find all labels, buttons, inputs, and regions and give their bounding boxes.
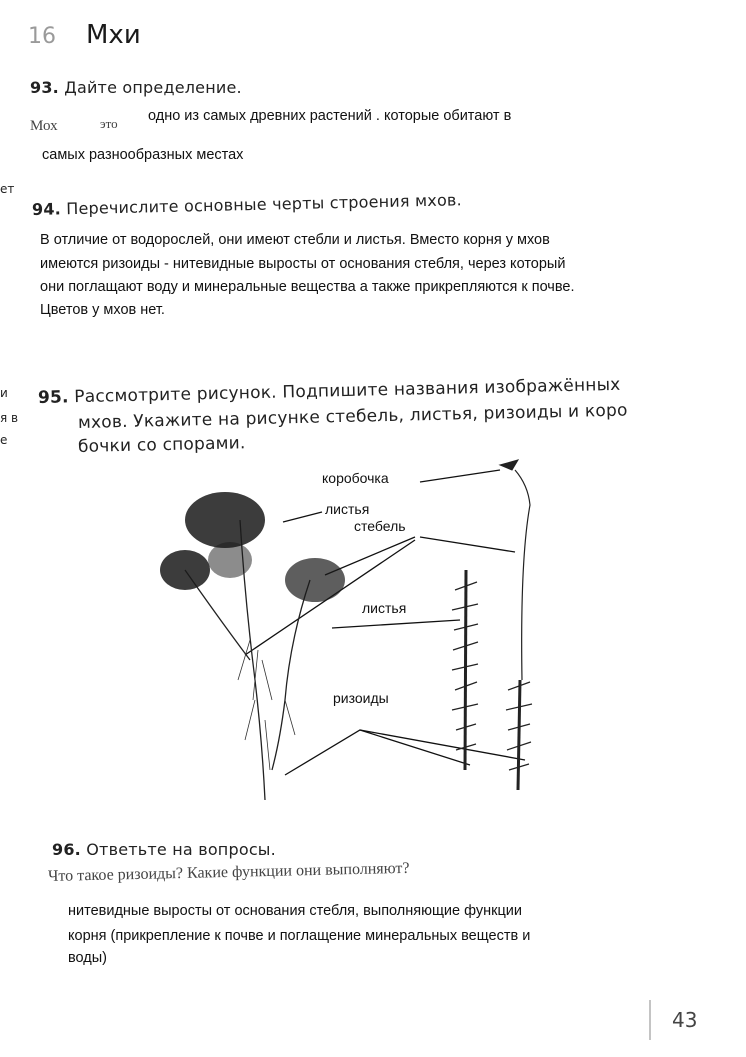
answer-line[interactable]: корня (прикрепление к почве и поглащение минеральных веществ и <box>68 928 531 944</box>
chapter-title: Мхи <box>86 20 141 50</box>
leader-lines <box>245 470 525 775</box>
task-prompt: Дайте определение. <box>64 78 242 97</box>
task-prompt-line: Рассмотрите рисунок. Подпишите названия изображённых <box>74 374 621 408</box>
rhizoid-strands <box>238 640 295 770</box>
answer-line[interactable]: нитевидные выросты от основания стебля, выполняющие функции <box>68 903 522 919</box>
definition-answer-line-2[interactable]: самых разнообразных местах <box>42 147 244 163</box>
question: Что такое ризоиды? Какие функции они выполняют? <box>47 859 410 885</box>
task-number: 94. <box>31 199 62 219</box>
answer-line[interactable]: В отличие от водорослей, они имеют стебли и листья. Вместо корня у мхов <box>40 232 550 248</box>
definition-term: Мох <box>30 118 58 134</box>
label-stem: стебель <box>354 518 406 534</box>
margin-fragment: ет <box>0 182 15 196</box>
page-number: 43 <box>672 1008 698 1032</box>
task-96-heading <box>52 840 276 859</box>
margin-fragment: и <box>0 386 8 400</box>
label-leaves-top: листья <box>325 501 370 517</box>
task-prompt-line: мхов. Укажите на рисунке стебель, листья, ризоиды и коро <box>77 400 628 433</box>
answer-line[interactable]: Цветов у мхов нет. <box>40 302 165 318</box>
label-capsule: коробочка <box>322 470 389 486</box>
answer-line[interactable]: они поглащают воду и минеральные вещества а также прикрепляются к почве. <box>40 279 575 295</box>
task-prompt: Перечислите основные черты строения мхов. <box>66 190 463 219</box>
answer-line[interactable]: имеются ризоиды - нитевидные выросты от основания стебля, через который <box>40 256 566 272</box>
label-rhizoids: ризоиды <box>333 690 389 706</box>
task-prompt-line: бочки со спорами. <box>77 433 246 457</box>
moss-tuft-drawing <box>160 492 345 602</box>
task-number: 95. <box>37 387 69 408</box>
definition-answer-line-1[interactable]: одно из самых древних растений . которые обитают в <box>148 108 512 124</box>
definition-dash-word: это <box>100 116 118 131</box>
margin-fragment: я в <box>0 411 19 425</box>
task-number: 93. <box>30 78 59 97</box>
margin-fragment: е <box>0 433 8 447</box>
chapter-number: 16 <box>28 24 56 49</box>
answer-line[interactable]: воды) <box>68 950 107 966</box>
task-number: 96. <box>52 840 81 859</box>
label-leaves-mid: листья <box>362 600 407 616</box>
task-prompt: Ответьте на вопросы. <box>86 840 276 859</box>
